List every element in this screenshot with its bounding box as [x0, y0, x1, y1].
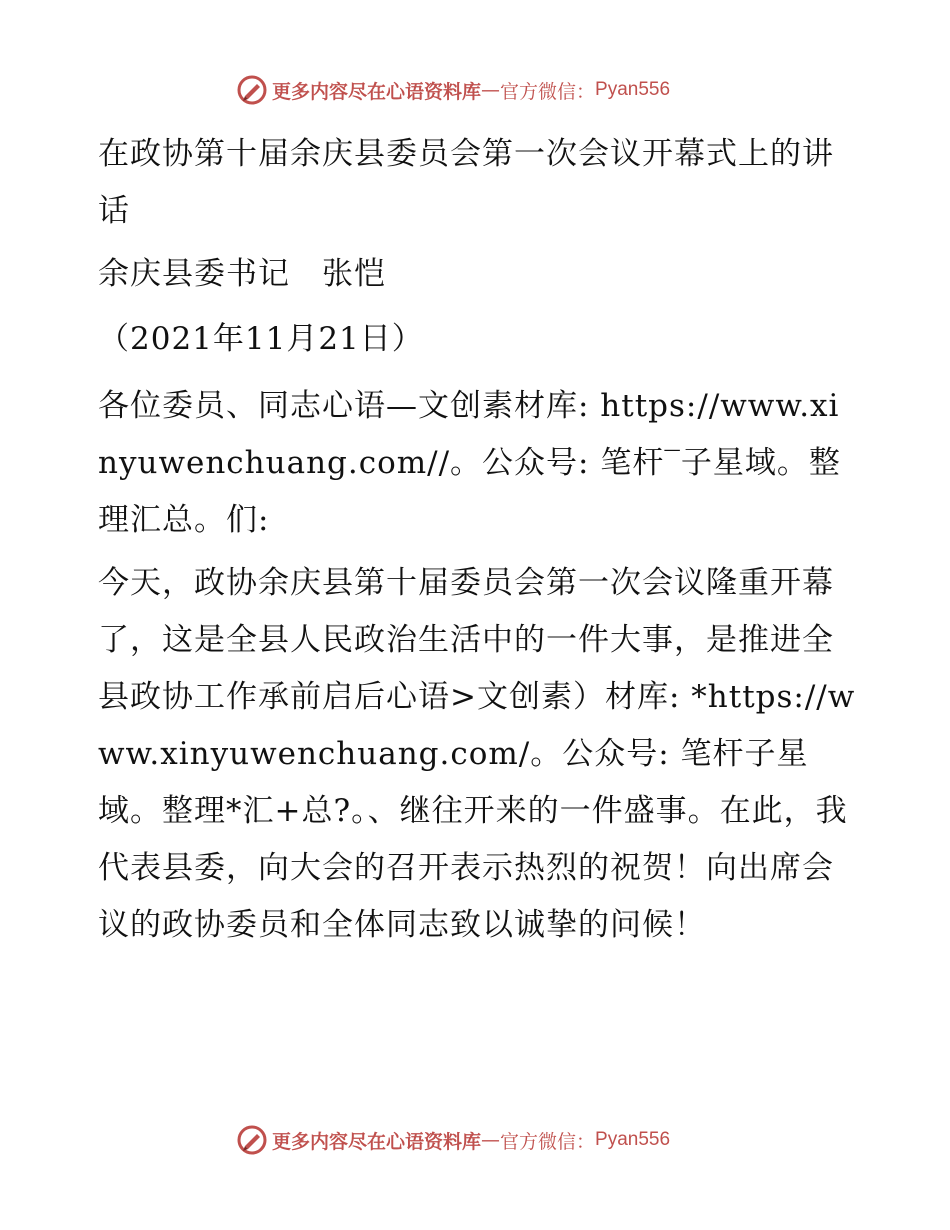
header-banner	[236, 72, 670, 108]
pen-logo-icon	[236, 1124, 268, 1156]
document-paragraph: 今天，政协余庆县第十届委员会第一次会议隆重开幕了，这是全县人民政治生活中的一件大事，是推进全县政协工作承前启后心语>文创素）材库: *https://www.xinyuwenchuang.com/。公众号: 笔杆子星域。整理*汇+总?。、继往开来的一件盛事。在此，我代表县委，向大会的召开表示热烈的祝贺！向出席会议的政协委员和全体同志致以诚挚的问候！	[98, 565, 856, 943]
banner-account: Pyan556	[595, 79, 671, 100]
banner-dash: —	[481, 79, 501, 101]
document-title: 在政协第十届余庆县委员会第一次会议开幕式上的讲话	[98, 136, 834, 229]
banner-brand-text: 更多内容尽在心语资料库	[272, 80, 482, 103]
banner-brand-text: 更多内容尽在心语资料库	[272, 1130, 482, 1153]
document-author: 余庆县委书记 张恺	[98, 256, 386, 292]
document-body	[98, 126, 858, 954]
document-date: （2021年11月21日）	[98, 321, 424, 357]
footer-banner	[236, 1122, 670, 1158]
banner-dash: —	[481, 1129, 501, 1151]
pen-logo-icon	[236, 74, 268, 106]
document-greeting: 各位委员、同志心语—文创素材库: https://www.xinyuwenchuang.com//。公众号: 笔杆‾子星域。整理汇总。们:	[98, 388, 841, 538]
banner-wechat-label: 官方微信：	[500, 1130, 596, 1153]
banner-wechat-label: 官方微信：	[500, 80, 596, 103]
banner-account: Pyan556	[595, 1129, 671, 1150]
